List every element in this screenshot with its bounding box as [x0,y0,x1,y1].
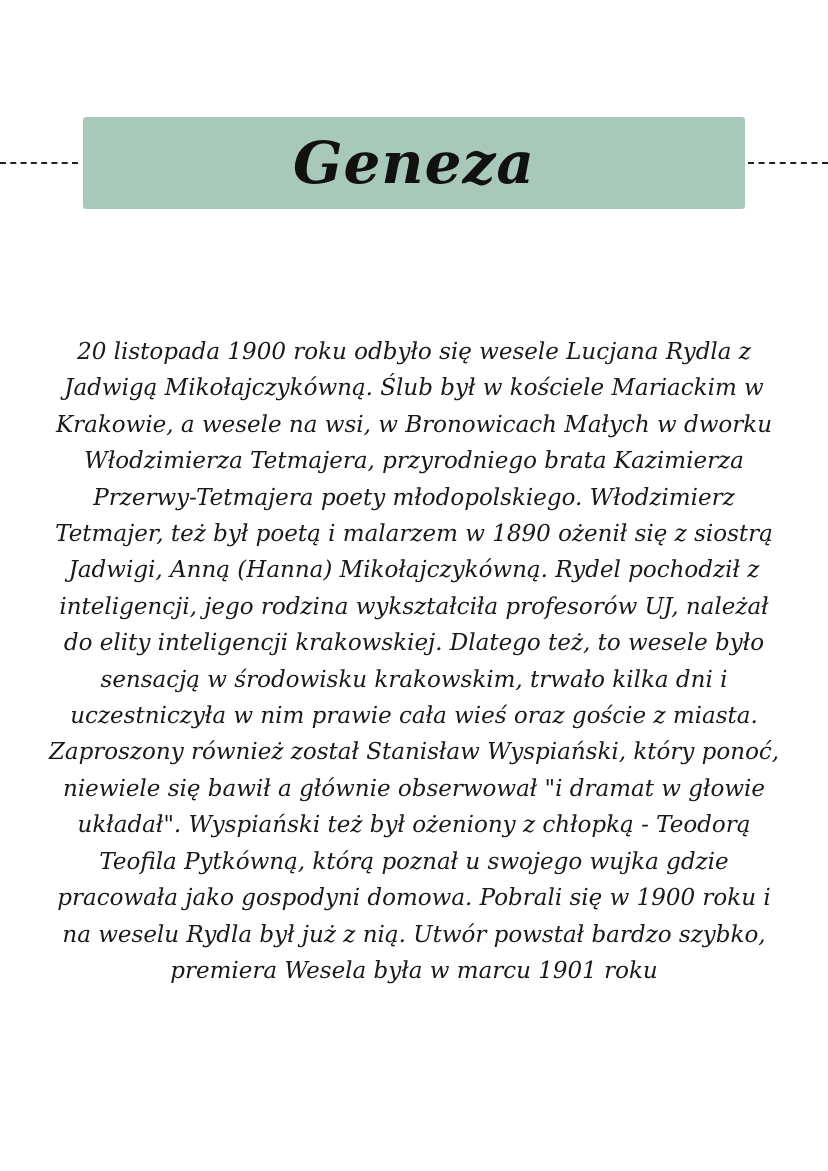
body-line: Zaproszony również został Stanisław Wyspiański, który ponoć, [48,739,780,766]
body-line: Teofila Pytkówną, którą poznał u swojego wujka gdzie [99,848,729,875]
title-banner [83,117,745,209]
body-line: premiera Wesela była w marcu 1901 roku [170,957,658,984]
body-line: Jadwigi, Anną (Hanna) Mikołajczykówną. Rydel pochodził z [68,557,760,584]
body-line: do elity inteligencji krakowskiej. Dlatego też, to wesele było [63,630,765,657]
body-line: niewiele się bawił a głównie obserwował "i dramat w głowie [63,775,765,802]
body-line: Krakowie, a wesele na wsi, w Bronowicach Małych w dworku [55,411,773,438]
body-paragraph [10,334,818,989]
body-line: pracowała jako gospodyni domowa. Pobrali się w 1900 roku i [57,885,771,912]
decorative-dash-left [0,162,78,164]
decorative-dash-right [748,162,828,164]
body-line: układał". Wyspiański też był ożeniony z chłopką - Teodorą [77,812,751,839]
body-line: Tetmajer, też był poetą i malarzem w 1890 ożenił się z siostrą [55,521,773,548]
body-line: Jadwigą Mikołajczykówną. Ślub był w kościele Mariackim w [64,375,764,402]
body-line: Przerwy-Tetmajera poety młodopolskiego. Włodzimierz [93,484,735,511]
body-line: uczestniczyła w nim prawie cała wieś oraz goście z miasta. [70,703,758,730]
body-line: Włodzimierza Tetmajera, przyrodniego brata Kazimierza [84,448,744,475]
page-title: Geneza [292,129,536,197]
body-line: sensacją w środowisku krakowskim, trwało kilka dni i [100,666,728,693]
body-line: na weselu Rydla był już z nią. Utwór powstał bardzo szybko, [62,921,766,948]
body-line: inteligencji, jego rodzina wykształciła profesorów UJ, należał [59,593,769,620]
body-line: 20 listopada 1900 roku odbyło się wesele Lucjana Rydla z [77,339,751,365]
